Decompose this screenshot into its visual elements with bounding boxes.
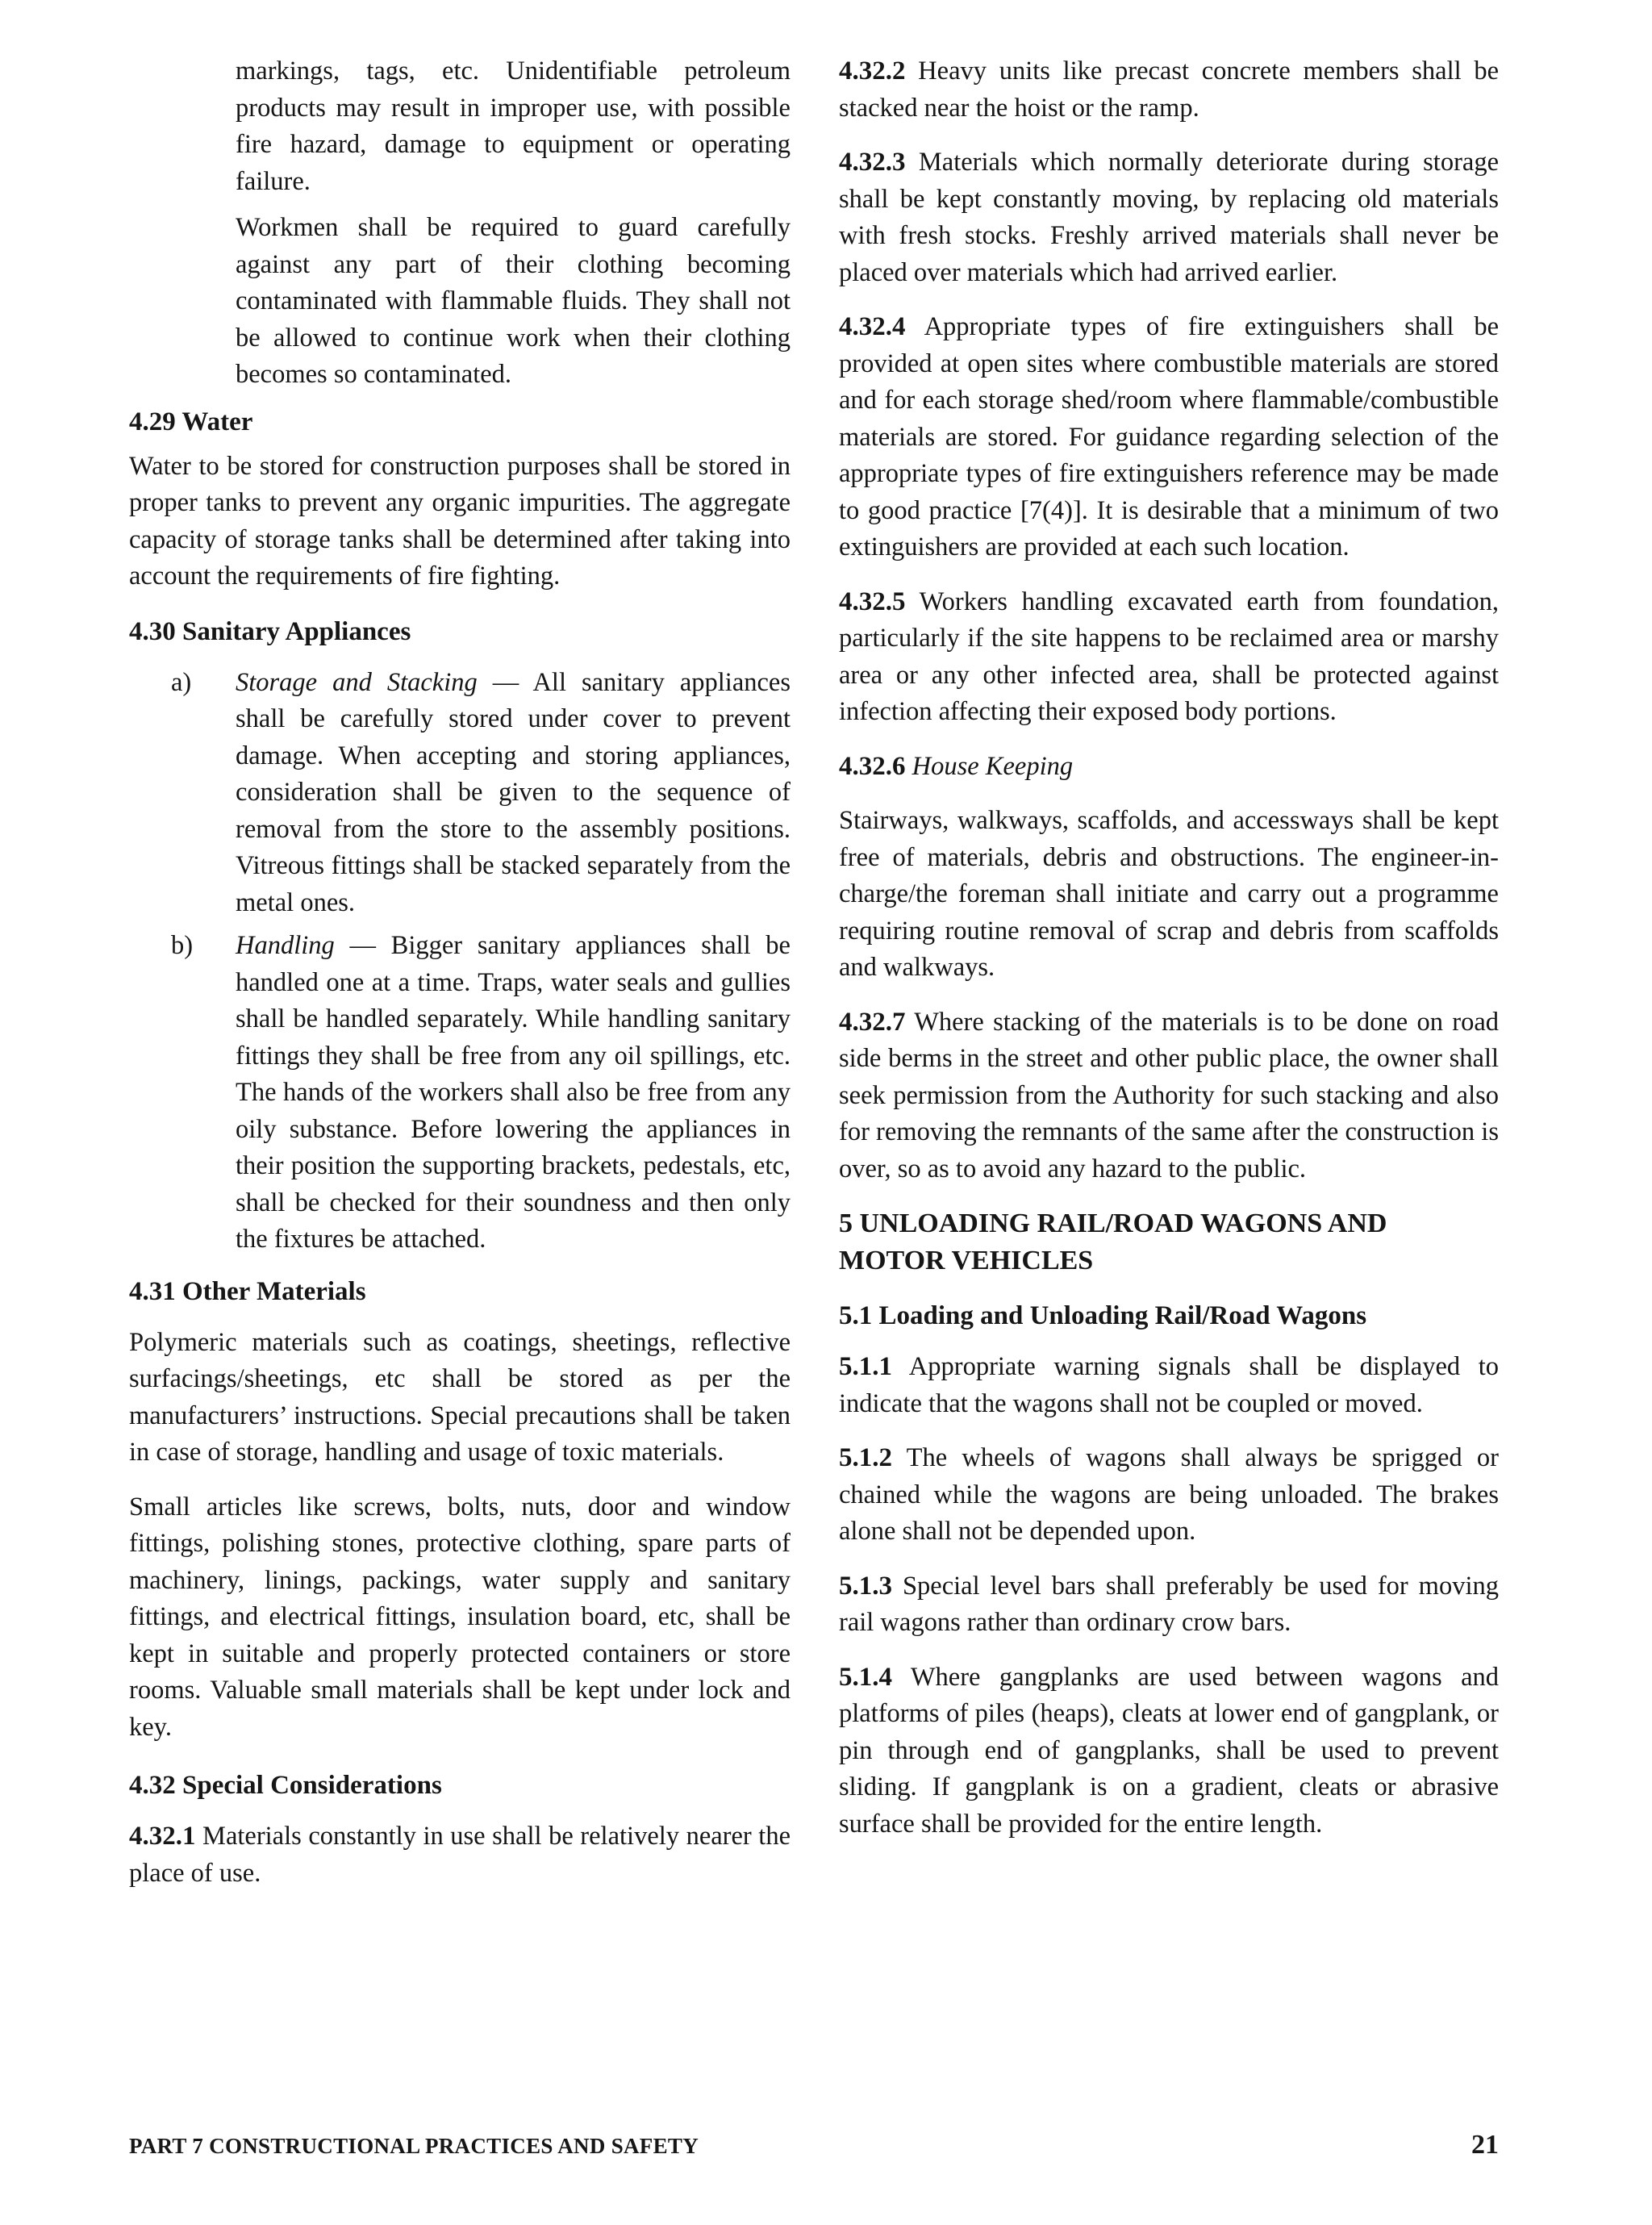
clause-number: 4.32.3: [839, 148, 906, 177]
section-heading-special: 4.32 Special Considerations: [129, 1771, 442, 1800]
list-item-title: Storage and Stacking: [236, 667, 478, 697]
sanitary-list: [129, 665, 791, 1259]
paragraph: [839, 749, 1499, 786]
paragraph: Stairways, walkways, scaffolds, and accessways shall be kept free of materials, debris and obstructions. The engineer-in-charge/the foreman shall initiate and carry out a programme requiring routine removal of scrap and debris from scaffolds and walkways.: [839, 806, 1499, 982]
clause-number: 4.32.7: [839, 1007, 906, 1037]
paragraph: [839, 1568, 1499, 1642]
page-footer: [129, 2130, 1499, 2160]
paragraph: [839, 1349, 1499, 1422]
paragraph: [129, 1818, 791, 1892]
section-heading-water: 4.29 Water: [129, 407, 253, 436]
section-heading-sanitary: 4.30 Sanitary Appliances: [129, 616, 411, 646]
list-item-text: — Bigger sanitary appliances shall be handled one at a time. Traps, water seals and gullies shall be handled separately. While handling sanitary fittings they shall be free from any oil spillings, etc. The hands of the workers shall also be free from any oily substance. Before lowering the appliances in their position the supporting brackets, pedestals, etc, shall be checked for their soundness and then only the fixtures be attached.: [236, 931, 791, 1254]
clause-number: 4.32.5: [839, 587, 906, 616]
clause-text: Materials constantly in use shall be relatively nearer the place of use.: [129, 1822, 791, 1888]
clause-number: 4.32.4: [839, 312, 906, 341]
section-heading-5-1: 5.1 Loading and Unloading Rail/Road Wagons: [839, 1301, 1367, 1330]
section-heading-5: 5 UNLOADING RAIL/ROAD WAGONS AND MOTOR VEHICLES: [839, 1209, 1387, 1275]
clause-number: 5.1.3: [839, 1571, 892, 1601]
clause-number: 4.32.1: [129, 1822, 196, 1851]
list-item: [129, 665, 791, 922]
list-label: a): [171, 667, 192, 697]
clause-text: Where stacking of the materials is to be done on road side berms in the street and other public place, the owner shall seek permission from the Authority for such stacking and also for removing the remnants of the same after the construction is over, so as to avoid any hazard to the public.: [839, 1007, 1499, 1183]
list-item-text: — All sanitary appliances shall be carefully stored under cover to prevent damage. When accepting and storing appliances, consideration shall be given to the sequence of removal from the store to the assembly positions. Vitreous fittings shall be stacked separately from the metal ones.: [236, 667, 791, 917]
paragraph: Water to be stored for construction purposes shall be stored in proper tanks to prevent any organic impurities. The aggregate capacity of storage tanks shall be determined after taking into account the requirements of fire fighting.: [129, 451, 791, 591]
list-item: [129, 928, 791, 1259]
clause-text: Materials which normally deteriorate during storage shall be kept constantly moving, by replacing old materials with fresh stocks. Freshly arrived materials shall never be placed over materials which had arrived earlier.: [839, 148, 1499, 287]
clause-text: Special level bars shall preferably be used for moving rail wagons rather than ordinary crow bars.: [839, 1571, 1499, 1637]
paragraph: [839, 144, 1499, 291]
clause-number: 5.1.1: [839, 1352, 892, 1381]
paragraph: markings, tags, etc. Unidentifiable petroleum products may result in improper use, with possible fire hazard, damage to equipment or operating failure.: [236, 56, 791, 196]
paragraph: [839, 1659, 1499, 1843]
paragraph: Polymeric materials such as coatings, sheetings, reflective surfacings/sheetings, etc shall be stored as per the manufacturers’ instructions. Special precautions shall be taken in case of storage, handling and usage of toxic materials.: [129, 1327, 791, 1467]
clause-title: House Keeping: [912, 751, 1074, 781]
list-label: b): [171, 931, 194, 960]
paragraph: Workmen shall be required to guard carefully against any part of their clothing becoming contaminated with flammable fluids. They shall not be allowed to continue work when their clothing becomes so contaminated.: [236, 213, 791, 389]
page-number: 21: [1471, 2130, 1499, 2160]
clause-text: Where gangplanks are used between wagons and platforms of piles (heaps), cleats at lower end of gangplank, or pin through end of gangplanks, shall be used to prevent sliding. If gangplank is on a gradient, cleats or abrasive surface shall be provided for the entire length.: [839, 1662, 1499, 1839]
clause-text: Heavy units like precast concrete members shall be stacked near the hoist or the ramp.: [839, 56, 1499, 123]
footer-part-title: PART 7 CONSTRUCTIONAL PRACTICES AND SAFETY: [129, 2134, 699, 2158]
paragraph: [839, 584, 1499, 731]
clause-text: Appropriate warning signals shall be displayed to indicate that the wagons shall not be coupled or moved.: [839, 1352, 1499, 1418]
clause-number: 4.32.2: [839, 56, 906, 86]
list-item-title: Handling: [236, 931, 335, 960]
left-column: [129, 53, 791, 1910]
paragraph: [839, 1004, 1499, 1188]
clause-number: 4.32.6: [839, 751, 906, 781]
paragraph: [839, 309, 1499, 566]
clause-text: Workers handling excavated earth from foundation, particularly if the site happens to be reclaimed area or marshy area or any other infected area, shall be protected against infection affecting their exposed body portions.: [839, 587, 1499, 726]
right-column: [839, 53, 1499, 1860]
clause-text: Appropriate types of fire extinguishers shall be provided at open sites where combustible materials are stored and for each storage shed/room where flammable/combustible materials are stored. For guidance regarding selection of the appropriate types of fire extinguishers reference may be made to good practice [7(4)]. It is desirable that a minimum of two extinguishers are provided at each such location.: [839, 312, 1499, 561]
clause-number: 5.1.4: [839, 1662, 892, 1692]
paragraph: [839, 53, 1499, 127]
clause-text: The wheels of wagons shall always be sprigged or chained while the wagons are being unloaded. The brakes alone shall not be depended upon.: [839, 1443, 1499, 1546]
continued-text: [236, 53, 791, 394]
section-heading-other: 4.31 Other Materials: [129, 1276, 366, 1306]
clause-number: 5.1.2: [839, 1443, 892, 1472]
paragraph: [839, 1440, 1499, 1551]
paragraph: Small articles like screws, bolts, nuts, door and window fittings, polishing stones, protective clothing, spare parts of machinery, linings, packings, water supply and sanitary fittings, and electrical fittings, insulation board, etc, shall be kept in suitable and properly protected containers or store rooms. Valuable small materials shall be kept under lock and key.: [129, 1492, 791, 1742]
